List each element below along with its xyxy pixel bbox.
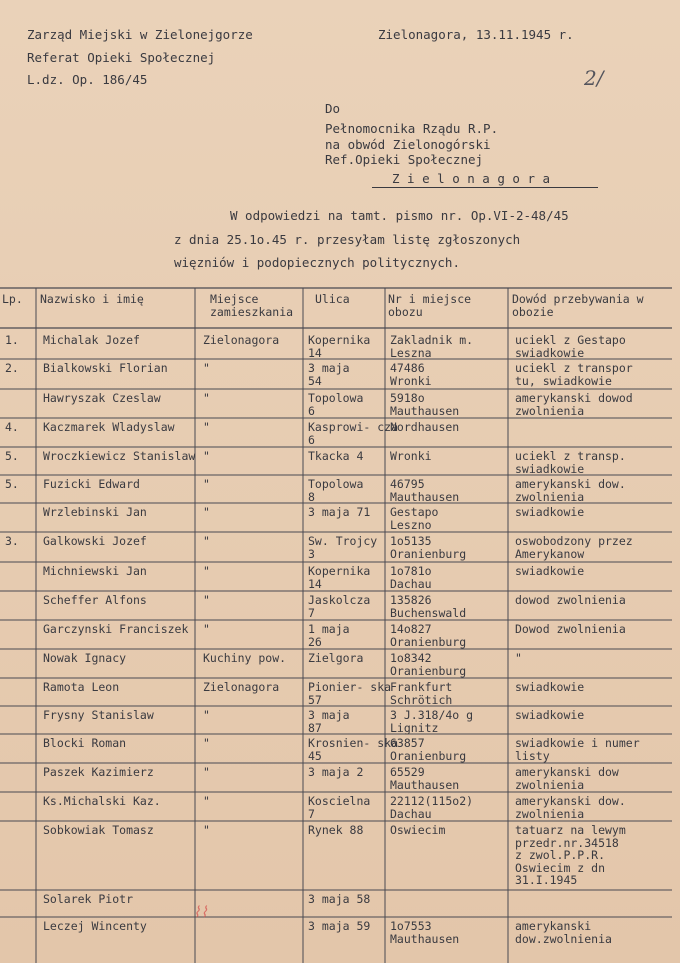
- recipient-line-2: na obwód Zielonogórski: [325, 137, 491, 152]
- cell-proof: oswobodzony przez Amerykanow: [515, 534, 633, 561]
- cell-street: Koscielna 7: [308, 794, 371, 821]
- place-date: Zielonagora, 13.11.1945 r.: [378, 27, 574, 42]
- cell-street: 3 maja 58: [308, 892, 371, 906]
- cell-camp: 63857 Oranienburg: [390, 736, 467, 763]
- cell-name: Ramota Leon: [43, 680, 120, 694]
- cell-name: Bialkowski Florian: [43, 361, 168, 375]
- cell-street: Tkacka 4: [308, 449, 364, 463]
- cell-proof: uciekl z transpor tu, swiadkowie: [515, 361, 633, 388]
- cell-name: Sobkowiak Tomasz: [43, 823, 154, 837]
- col-header-street: Ulica: [315, 292, 350, 306]
- cell-proof: amerykanski dow. zwolnienia: [515, 794, 626, 821]
- cell-residence: ": [203, 823, 210, 837]
- cell-name: Garczynski Franciszek: [43, 622, 189, 636]
- cell-residence: Zielonagora: [203, 680, 280, 694]
- cell-proof: swiadkowie: [515, 708, 585, 722]
- cell-name: Fuzicki Edward: [43, 477, 140, 491]
- col-header-lp: Lp.: [2, 292, 23, 306]
- cell-camp: 46795 Mauthausen: [390, 477, 460, 504]
- cell-camp: Nordhausen: [390, 420, 460, 434]
- cell-street: Kasprowi- cza 6: [308, 420, 399, 447]
- cell-residence: Kuchiny pow.: [203, 651, 287, 665]
- cell-residence: ": [203, 505, 210, 519]
- cell-street: Topolowa 8: [308, 477, 364, 504]
- red-pencil-mark: ⌇⌇: [193, 903, 208, 921]
- cell-lp: 5.: [5, 449, 19, 463]
- cell-street: 3 maja 2: [308, 765, 364, 779]
- cell-name: Kaczmarek Wladyslaw: [43, 420, 175, 434]
- cell-camp: Wronki: [390, 449, 432, 463]
- cell-name: Galkowski Jozef: [43, 534, 147, 548]
- cell-name: Ks.Michalski Kaz.: [43, 794, 161, 808]
- cell-proof: tatuarz na lewym przedr.nr.34518 z zwol.P.P.R. Oswiecim z dn 31.I.1945: [515, 823, 626, 887]
- handwritten-page-number: 2/: [584, 66, 604, 90]
- cell-residence: ": [203, 564, 210, 578]
- recipient-line-1: Pełnomocnika Rządu R.P.: [325, 121, 499, 136]
- cell-proof: amerykanski dow. zwolnienia: [515, 477, 626, 504]
- cell-lp: 4.: [5, 420, 19, 434]
- recipient-to: Do: [325, 101, 341, 116]
- org-name: Zarząd Miejski w Zielonejgorze: [27, 27, 253, 42]
- cell-residence: ": [203, 391, 210, 405]
- cell-camp: 1o781o Dachau: [390, 564, 432, 591]
- cell-lp: 3.: [5, 534, 19, 548]
- cell-name: Scheffer Alfons: [43, 593, 147, 607]
- cell-residence: ": [203, 449, 210, 463]
- cell-lp: 5.: [5, 477, 19, 491]
- cell-residence: ": [203, 420, 210, 434]
- cell-name: Wrzlebinski Jan: [43, 505, 147, 519]
- cell-camp: 14o827 Oranienburg: [390, 622, 467, 649]
- cell-proof: dowod zwolnienia: [515, 593, 626, 607]
- cell-camp: 5918o Mauthausen: [390, 391, 460, 418]
- cell-camp: Gestapo Leszno: [390, 505, 439, 532]
- cell-street: Kopernika 14: [308, 564, 371, 591]
- col-header-residence: Miejsce zamieszkania: [210, 292, 294, 319]
- cell-street: Rynek 88: [308, 823, 364, 837]
- cell-name: Leczej Wincenty: [43, 919, 147, 933]
- cell-residence: ": [203, 736, 210, 750]
- cell-residence: Zielonagora: [203, 333, 280, 347]
- cell-proof: ": [515, 651, 522, 665]
- cell-proof: amerykanski dow.zwolnienia: [515, 919, 612, 946]
- cell-camp: 22112(115o2) Dachau: [390, 794, 474, 821]
- cell-residence: ": [203, 794, 210, 808]
- cell-proof: swiadkowie: [515, 680, 585, 694]
- cell-name: Paszek Kazimierz: [43, 765, 154, 779]
- cell-residence: ": [203, 361, 210, 375]
- cell-street: 1 maja 26: [308, 622, 350, 649]
- org-department: Referat Opieki Społecznej: [27, 50, 216, 65]
- recipient-line-3: Ref.Opieki Społecznej: [325, 152, 484, 167]
- cell-residence: ": [203, 593, 210, 607]
- cell-name: Michalak Jozef: [43, 333, 140, 347]
- cell-residence: ": [203, 622, 210, 636]
- cell-camp: Frankfurt Schrötich: [390, 680, 453, 707]
- cell-street: 3 maja 87: [308, 708, 350, 735]
- cell-name: Hawryszak Czeslaw: [43, 391, 161, 405]
- cell-residence: ": [203, 534, 210, 548]
- cell-proof: swiadkowie: [515, 564, 585, 578]
- cell-street: 3 maja 54: [308, 361, 350, 388]
- cell-name: Frysny Stanislaw: [43, 708, 154, 722]
- cell-proof: swiadkowie i numer listy: [515, 736, 640, 763]
- cell-street: Topolowa 6: [308, 391, 364, 418]
- cell-residence: ": [203, 477, 210, 491]
- cell-camp: Zakladnik m. Leszna: [390, 333, 474, 360]
- intro-line-1: W odpowiedzi na tamt. pismo nr. Op.VI-2-48/45: [230, 208, 569, 223]
- cell-proof: amerykanski dowod zwolnienia: [515, 391, 633, 418]
- col-header-camp: Nr i miejsce obozu: [388, 292, 472, 319]
- col-header-proof: Dowód przebywania w obozie: [512, 292, 644, 319]
- cell-proof: uciekl z Gestapo swiadkowie: [515, 333, 626, 360]
- reference-number: L.dz. Op. 186/45: [27, 72, 148, 87]
- cell-street: Jaskolcza 7: [308, 593, 371, 620]
- cell-camp: 135826 Buchenswald: [390, 593, 467, 620]
- cell-camp: 65529 Mauthausen: [390, 765, 460, 792]
- col-header-name: Nazwisko i imię: [40, 292, 144, 306]
- cell-name: Nowak Ignacy: [43, 651, 127, 665]
- cell-camp: 47486 Wronki: [390, 361, 432, 388]
- cell-residence: ": [203, 765, 210, 779]
- cell-proof: amerykanski dow zwolnienia: [515, 765, 619, 792]
- cell-name: Solarek Piotr: [43, 892, 134, 906]
- cell-camp: 1o8342 Oranienburg: [390, 651, 467, 678]
- cell-name: Wroczkiewicz Stanislaw: [43, 449, 196, 463]
- cell-lp: 2.: [5, 361, 19, 375]
- cell-camp: 3 J.318/4o g Lignitz: [390, 708, 474, 735]
- intro-line-2: z dnia 25.1o.45 r. przesyłam listę zgłoszonych: [174, 232, 521, 247]
- recipient-city: Z i e l o n a g o r a: [392, 171, 551, 186]
- intro-line-3: więzniów i podopiecznych politycznych.: [174, 255, 460, 270]
- cell-proof: uciekl z transp. swiadkowie: [515, 449, 626, 476]
- cell-street: Kopernika 14: [308, 333, 371, 360]
- cell-camp: Oswiecim: [390, 823, 446, 837]
- cell-proof: Dowod zwolnienia: [515, 622, 626, 636]
- cell-name: Michniewski Jan: [43, 564, 147, 578]
- cell-proof: swiadkowie: [515, 505, 585, 519]
- cell-street: Krosnien- ska 45: [308, 736, 399, 763]
- cell-lp: 1.: [5, 333, 19, 347]
- cell-residence: ": [203, 708, 210, 722]
- cell-street: 3 maja 71: [308, 505, 371, 519]
- cell-street: Sw. Trojcy 3: [308, 534, 378, 561]
- cell-street: Zielgora: [308, 651, 364, 665]
- cell-street: Pionier- ska 57: [308, 680, 392, 707]
- cell-camp: 1o5135 Oranienburg: [390, 534, 467, 561]
- cell-name: Blocki Roman: [43, 736, 127, 750]
- cell-street: 3 maja 59: [308, 919, 371, 933]
- cell-camp: 1o7553 Mauthausen: [390, 919, 460, 946]
